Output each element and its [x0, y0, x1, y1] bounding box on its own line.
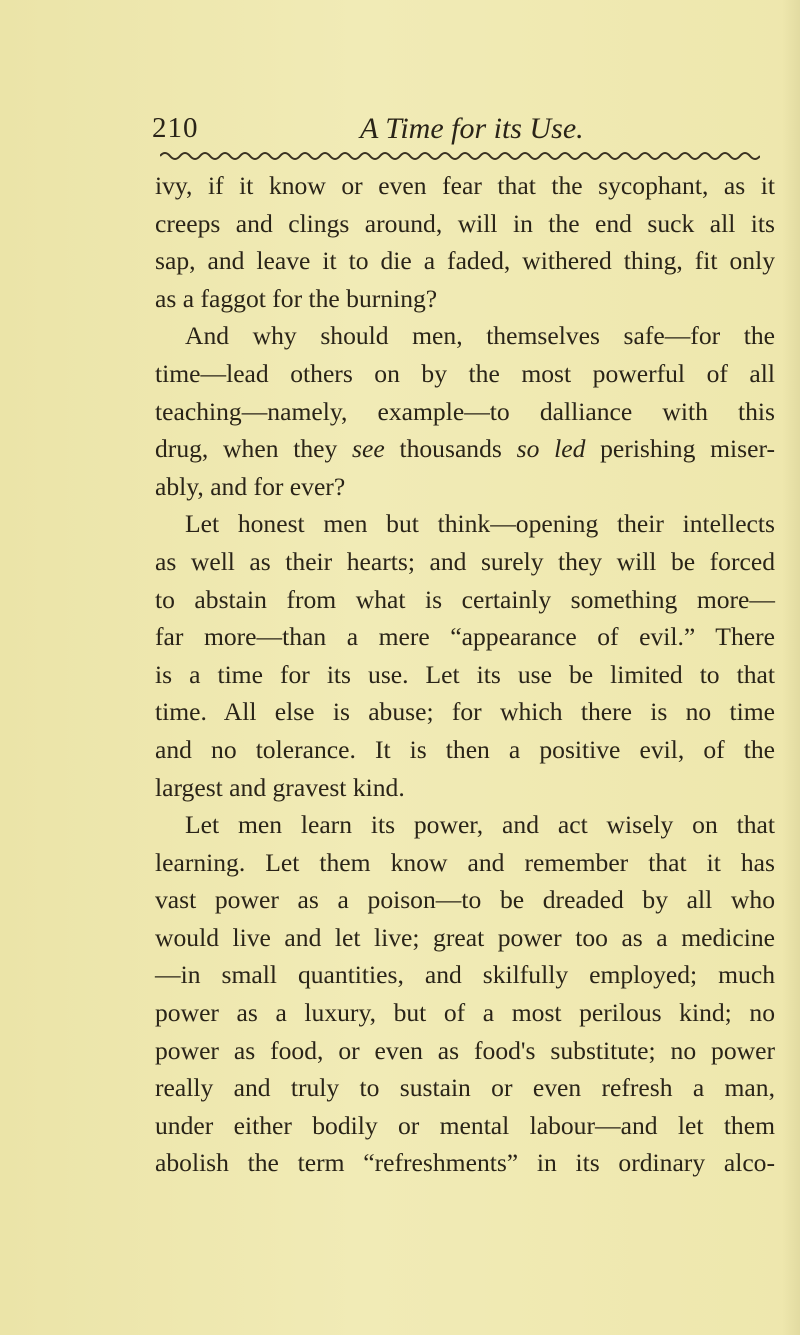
text-line: under either bodily or mental labour—and let them [155, 1110, 775, 1140]
text-line: is a time for its use. Let its use be limited to that [155, 659, 775, 689]
text-line: Let men learn its power, and act wisely on that [185, 810, 775, 840]
wavy-rule-ornament [160, 147, 760, 161]
text-line: teaching—namely, example—to dalliance with this [155, 396, 775, 426]
text-line: Let honest men but think—opening their intellects [185, 509, 775, 539]
body-text [155, 167, 775, 1182]
page-number: 210 [152, 112, 199, 144]
text-line: and no tolerance. It is then a positive evil, of the [155, 734, 775, 764]
text-line: learning. Let them know and remember that it has [155, 847, 775, 877]
text-line: sap, and leave it to die a faded, withered thing, fit only [155, 246, 775, 276]
text-line: would live and let live; great power too as a medicine [155, 922, 775, 952]
text-line: time—lead others on by the most powerful of all [155, 358, 775, 388]
text-line: time. All else is abuse; for which there is no time [155, 697, 775, 727]
page-edge-shadow [782, 0, 800, 1335]
text-line: as a faggot for the burning? [155, 283, 438, 313]
text-line: abolish the term “refreshments” in its ordinary alco- [155, 1148, 775, 1178]
text-line: largest and gravest kind. [155, 772, 405, 802]
text-line: ably, and for ever? [155, 471, 346, 501]
text-line: creeps and clings around, will in the end suck all its [155, 208, 775, 238]
text-line: drug, when they see thousands so led perishing miser- [155, 434, 776, 464]
text-line: power as food, or even as food's substitute; no power [155, 1035, 775, 1065]
text-line: ivy, if it know or even fear that the sycophant, as it [155, 171, 775, 200]
text-line: really and truly to sustain or even refresh a man, [155, 1073, 775, 1103]
paragraph-3 [155, 505, 775, 806]
paragraph-2 [155, 317, 775, 505]
text-line: to abstain from what is certainly something more— [155, 584, 775, 614]
page-header [152, 112, 772, 152]
text-line: —in small quantities, and skilfully employed; much [155, 960, 775, 990]
running-title: A Time for its Use. [360, 112, 584, 145]
paragraph-1 [155, 167, 775, 317]
text-line: as well as their hearts; and surely they will be forced [155, 546, 775, 576]
text-line: far more—than a mere “appearance of evil.” There [155, 622, 775, 652]
paragraph-4 [155, 806, 775, 1182]
text-line: And why should men, themselves safe—for the [185, 321, 775, 351]
text-line: vast power as a poison—to be dreaded by all who [155, 885, 775, 915]
text-line: power as a luxury, but of a most perilous kind; no [155, 998, 775, 1028]
